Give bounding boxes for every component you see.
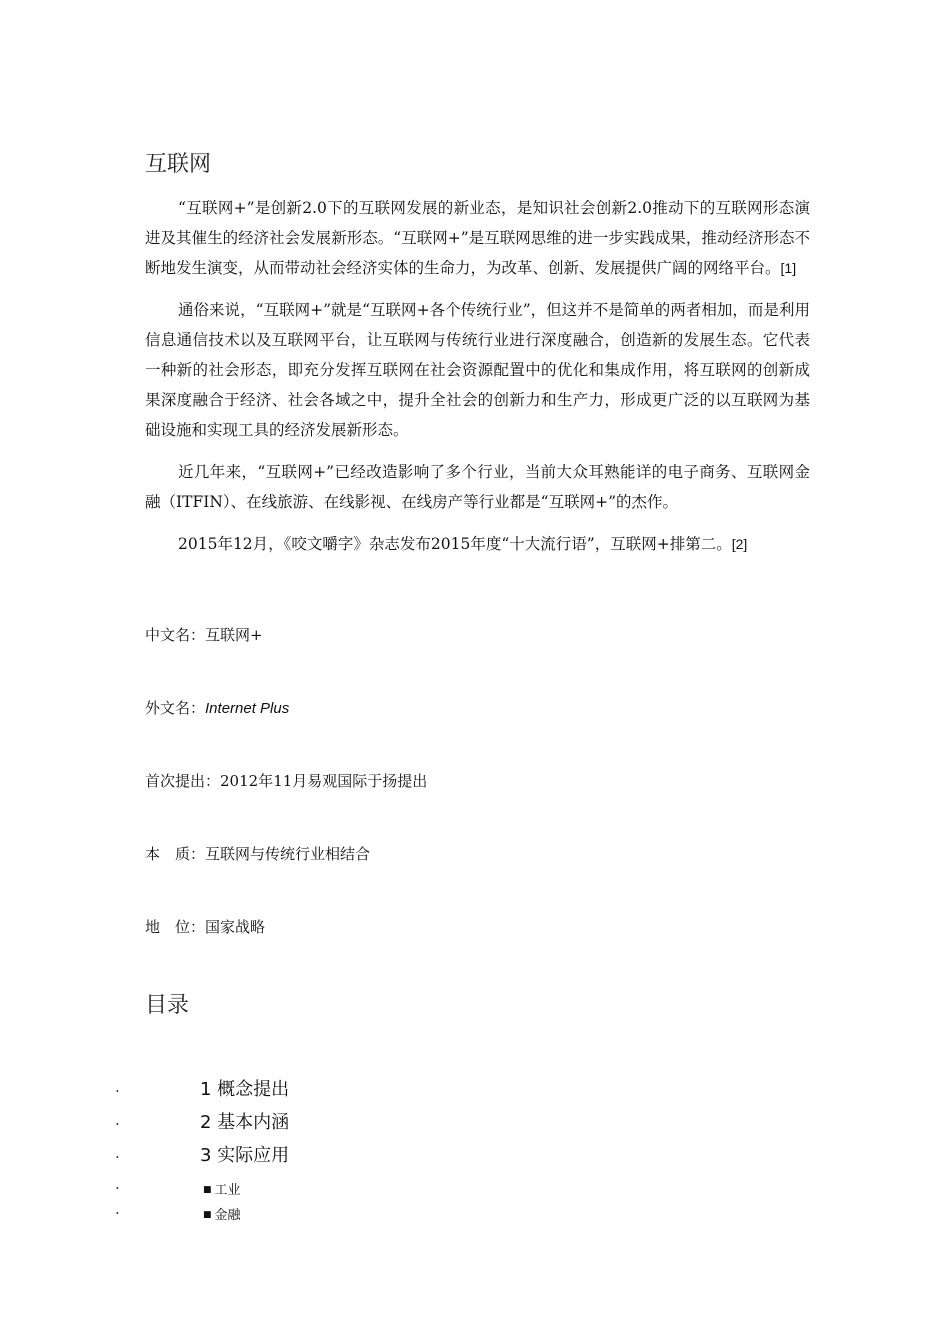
- citation-ref[interactable]: [2]: [731, 536, 748, 552]
- info-chinese-name: [145, 624, 785, 645]
- toc-item[interactable]: [0, 1141, 600, 1171]
- paragraph: [145, 529, 810, 559]
- info-value: 2012年11月易观国际于扬提出: [220, 772, 428, 790]
- toc-link[interactable]: 3 实际应用: [200, 1145, 290, 1166]
- toc-item[interactable]: [0, 1075, 600, 1105]
- toc-marker: ·: [115, 1204, 120, 1222]
- bullet-icon: ■: [203, 1185, 212, 1195]
- info-foreign-name: [145, 697, 785, 718]
- toc-sublink-label: 工业: [214, 1183, 241, 1198]
- citation-ref[interactable]: [1]: [780, 260, 797, 276]
- toc-link[interactable]: 2 基本内涵: [200, 1112, 290, 1133]
- paragraph-text: 通俗来说，“互联网+”就是“互联网+各个传统行业”，但这并不是简单的两者相加，而是利用信息通信技术以及互联网平台，让互联网与传统行业进行深度融合，创造新的发展生态。它代表一种新的社会形态，即充分发挥互联网在社会资源配置中的优化和集成作用，将互联网的创新成果深度融合于经济、社会各域之中，提升全社会的创新力和生产力，形成更广泛的以互联网为基础设施和实现工具的经济发展新形态。: [145, 301, 810, 439]
- paragraph: [145, 193, 810, 283]
- paragraph: [145, 295, 810, 445]
- page-title: 互联网: [145, 152, 212, 177]
- info-label: 外文名：: [145, 699, 206, 717]
- toc-marker: .: [115, 1144, 120, 1162]
- info-label: 本 质：: [145, 845, 206, 863]
- info-value: 国家战略: [205, 918, 266, 936]
- toc-marker: ·: [115, 1179, 120, 1197]
- info-label: 中文名：: [145, 626, 206, 644]
- bullet-icon: ■: [203, 1210, 212, 1220]
- info-label: 地 位：: [145, 918, 206, 936]
- info-label: 首次提出：: [145, 772, 221, 790]
- toc-link[interactable]: 1 概念提出: [200, 1079, 290, 1100]
- toc-marker: .: [115, 1078, 120, 1096]
- toc-title: 目录: [145, 993, 190, 1018]
- info-essence: [145, 843, 785, 864]
- paragraph-text: “互联网+”是创新2.0下的互联网发展的新业态，是知识社会创新2.0推动下的互联网形态演进及其催生的经济社会发展新形态。“互联网+”是互联网思维的进一步实践成果，推动经济形态不断地发生演变，从而带动社会经济实体的生命力，为改革、创新、发展提供广阔的网络平台。: [145, 199, 810, 277]
- toc-marker: .: [115, 1111, 120, 1129]
- toc-sublink[interactable]: [203, 1204, 241, 1223]
- info-value: Internet Plus: [205, 700, 290, 717]
- paragraph-text: 2015年12月，《咬文嚼字》杂志发布2015年度“十大流行语”，互联网+排第二。: [178, 535, 732, 553]
- toc-sublink-label: 金融: [214, 1208, 241, 1223]
- info-status: [145, 916, 785, 937]
- intro-section: [145, 193, 810, 571]
- info-first-proposed: [145, 770, 785, 791]
- info-value: 互联网+: [205, 626, 263, 644]
- paragraph-text: 近几年来，“互联网+”已经改造影响了多个行业，当前大众耳熟能详的电子商务、互联网金融（ITFIN）、在线旅游、在线影视、在线房产等行业都是“互联网+”的杰作。: [145, 463, 810, 511]
- toc-item[interactable]: [0, 1204, 600, 1234]
- info-value: 互联网与传统行业相结合: [205, 845, 371, 863]
- paragraph: [145, 457, 810, 517]
- toc-sublink[interactable]: [203, 1179, 241, 1198]
- toc-item[interactable]: [0, 1108, 600, 1138]
